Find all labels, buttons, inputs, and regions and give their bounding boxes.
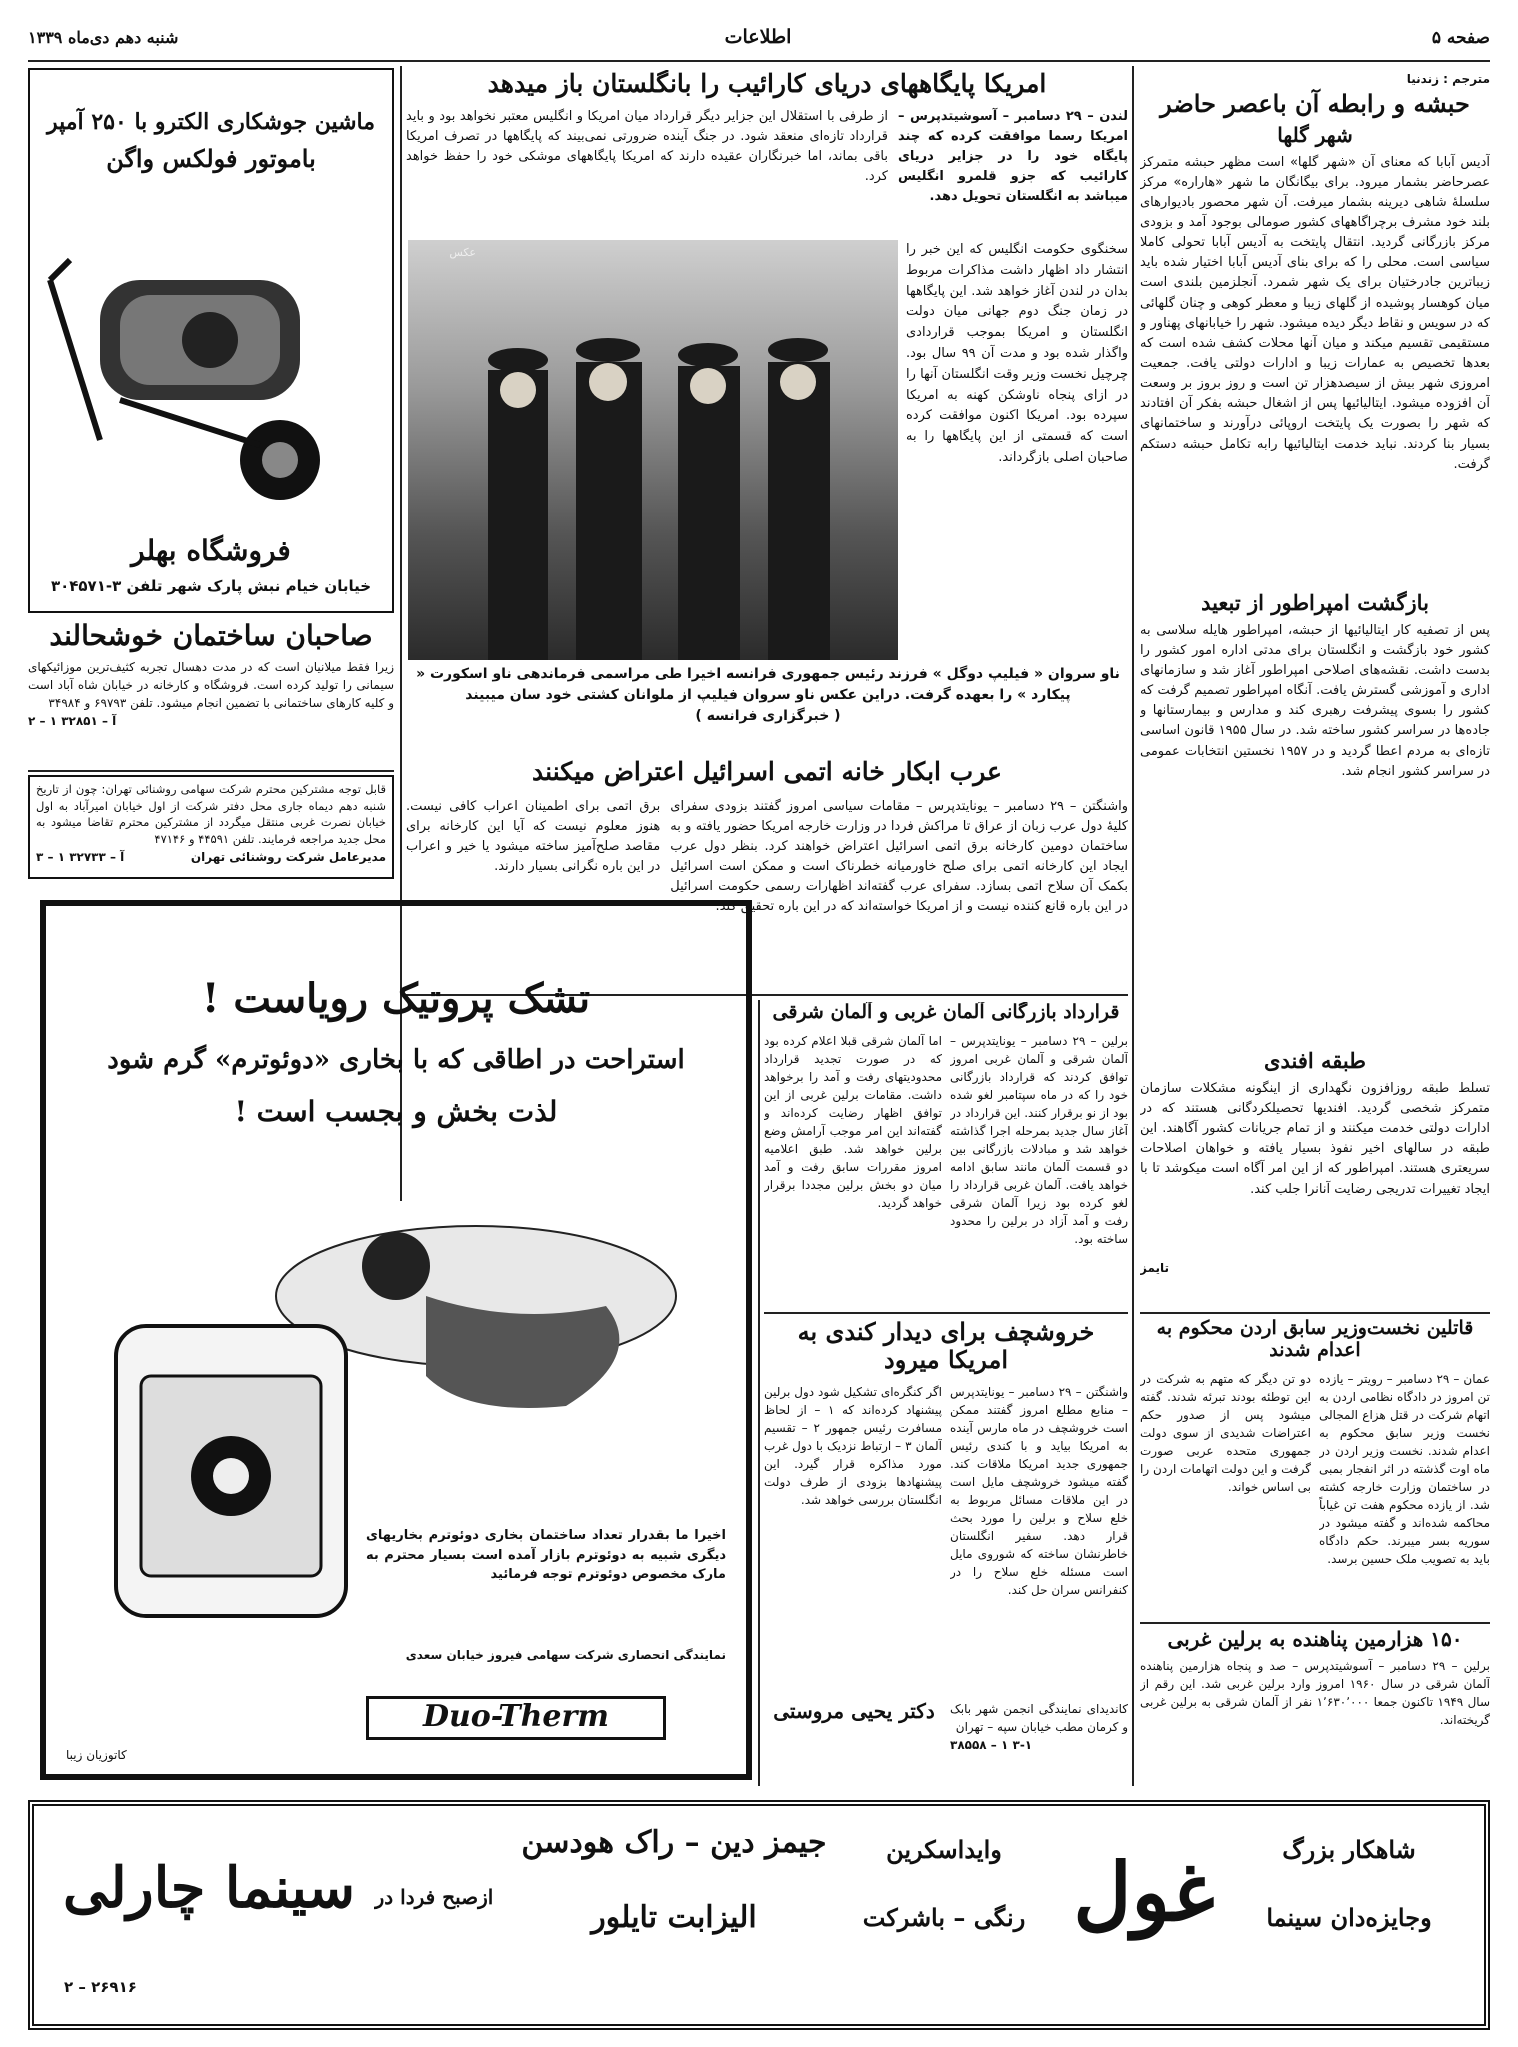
khrushchev-title: خروشچف برای دیدار کندی به امریکا میرود bbox=[797, 1318, 1095, 1374]
trade-article bbox=[764, 1002, 1128, 1307]
ethiopia-article bbox=[1140, 70, 1490, 1310]
cinema-venue: سینما چارلی bbox=[62, 1856, 356, 1921]
duotherm-advert bbox=[40, 900, 752, 1780]
duotherm-brand: Duo-Therm bbox=[366, 1696, 666, 1740]
masthead bbox=[28, 22, 1490, 56]
doctor-advert bbox=[764, 1700, 944, 1786]
cinema-tags bbox=[1234, 1836, 1464, 1996]
ethiopia-signature: تایمز bbox=[1140, 1260, 1170, 1275]
duotherm-signature: کاتوزیان زیبا bbox=[66, 1748, 127, 1762]
cinema-actor2: الیزابت تایلور bbox=[591, 1899, 757, 1935]
ethiopia-section-body: تسلط طبقه روزافزون نگهداری از اینگونه مشکلات سازمان متمرکز شخصی گردید. افندیها تحصیلکردگانی هستند که در ادارات دولتی خدمت میکنند و از تمام جریانات کشور آگاهند. این طبقه در سالهای اخیر نفوذ بسیار یافته و خواهان اصلاحات سریعتری هستند. امپراطور که از این امر آگاه است میکوشد تا با ایجاد تغییرات تدریجی رضایت آنانرا جلب کند. bbox=[1140, 1080, 1490, 1197]
ethiopia-translator: مترجم : زندنیا bbox=[1406, 72, 1490, 86]
cinema-actor1: جیمز دین – راک هودسن bbox=[521, 1826, 827, 1860]
photo-label: عکس bbox=[449, 246, 476, 259]
section-rule bbox=[764, 1312, 1128, 1314]
trade-title: قرارداد بازرگانی آلمان غربی و آلمان شرقی bbox=[772, 1002, 1120, 1023]
notice-code: آ – ۳۲۷۳۳ ۱ – ۳ bbox=[36, 849, 125, 864]
jordan-body2: دو تن دیگر که متهم به شرکت در این توطئه بودند تبرئه شدند. گفته میشود پس از صدور حکم اعتراضات شدیدی از سوی دولت جمهوری متحده عربی صورت گرفت و این دولت اتهامات اردن را بی اساس خواند. bbox=[1140, 1371, 1311, 1494]
notice-body: قابل توجه مشترکین محترم شرکت سهامی روشنائی تهران: چون از تاریخ شنبه دهم دیماه جاری محل دفتر شرکت از اول خیابان امیرآباد به اول خیابان نصرت غربی منتقل میگردد از مشترکین محترم تقاضا میشود به محل جدید مراجعه فرمایند. تلفن ۴۴۵۹۱ و ۴۷۱۴۶ bbox=[36, 782, 386, 847]
cinema-advert bbox=[28, 1800, 1490, 2030]
ethiopia-body: آدیس آبابا که معنای آن «شهر گلها» است مظهر حبشه متمرکز عصرحاضر بشمار میرود. برای بیگانگان ما شهر «هاراره» مرکز سلسلهٔ شاهی دیرینه بشمار میرفت. آن شهر محصور بادیوارهای بلند خود مشرف برچراگاههای کشور صومالی بوجود آمد و بزودی مرکز بازرگانی گردید. انتقال پایتخت به آدیس آبابا تحولی کاملا سیاسی است. محلی را که برای بنای آدیس آبابا اختیار شده باید زیباترین جادرختیان برای یک شهر شمرد. آنجلزمین بلندی است میان کوهسار پوشیده از گلهای زیبا و معطر کوهی و چنان گلهائی که در سویس و نقاط دیگر دیده میشود. شهر را خیابانهای پهناور و مستقیمی تقسیم میکند و میان آنها محلات کشف شده است که بعدها تخصیص به عمارات زیبا و ادارات دولتی یافت. جمعیت امروزی شهر بیش از سیصدهزار تن است و روز بروز بر وسعت آن افزوده میشود. ایتالیائیها پس از اشغال حبشه بفکر آن افتادند که شهر را بصورت یک پایتخت اروپائی درآورند و ساختمانهای بسیار بنا کردند. نباید خدمت ایتالیائیها رابه تکامل حبشه دستکم گرفت. bbox=[1140, 154, 1490, 472]
khrushchev-body: واشنگتن – ۲۹ دسامبر – یونایتدپرس – منابع مطلع امروز گفتند ممکن است خروشچف در ماه مارس آینده به امریکا بیاید و با کندی رئیس جمهوری جدید امریکا ملاقات کند. گفته میشود خروشچف مایل است در این ملاقات مسائل مربوط به خلع سلاح و برلین را مورد بحث قرار دهد. سفیر انگلستان خاطرنشان ساخته که شوروی مایل است مسئله خلع سلاح را در کنفرانس سران حل کند. bbox=[950, 1385, 1128, 1598]
cinema-format bbox=[844, 1836, 1044, 1996]
britain-lead: لندن – ۲۹ دسامبر – آسوشیتدپرس – امریکا رسما موافقت کرده که چند پایگاه خود را در جزایر دریای کارائیب که جزو قلمرو انگلیس میباشد به انگلستان تحویل دهد. bbox=[898, 108, 1128, 205]
refugees-body: برلین – ۲۹ دسامبر – آسوشیتدپرس – صد و پنجاه هزارمین پناهنده آلمان شرقی در سال ۱۹۶۰ امروز وارد برلین غربی شد. این رقم از سال ۱۹۴۹ تاکنون جمعا ۱٬۶۳۰٬۰۰۰ نفر از آلمان شرقی به برلین غربی گریخته‌اند. bbox=[1140, 1659, 1490, 1727]
duotherm-company: نمایندگی انحصاری شرکت سهامی فیروز خیابان سعدی bbox=[405, 1648, 726, 1662]
electric-notice bbox=[28, 775, 394, 879]
ethiopia-title: حبشه و رابطه آن باعصر حاضر bbox=[1160, 89, 1470, 118]
cinema-tag3: وایداسکرین bbox=[886, 1836, 1002, 1864]
refugees-article bbox=[1140, 1628, 1490, 1786]
welder-address: خیابان خیام نبش پارک شهر تلفن ۳-۳۰۴۵۷۱ bbox=[50, 577, 372, 595]
builders-body: زیرا فقط میلانیان است که در مدت دهسال تجربه کثیف‌ترین موزائیکهای سیمانی را تولید کرده است. فروشگاه و کارخانه در خیابان شاه آباد است و کلیه کارهای ساختمانی با تضمین انجام میشود. تلفن ۶۹۷۹۳ و ۳۴۹۸۴ bbox=[28, 660, 394, 711]
masthead-page: صفحه ۵ bbox=[1431, 28, 1490, 48]
jordan-article bbox=[1140, 1318, 1490, 1618]
cinema-tag2: وجایزه‌دان سینما bbox=[1266, 1902, 1432, 1932]
cinema-code: ۲۶۹۱۶ – ۲ bbox=[64, 1978, 137, 1996]
doctor-code: ۳-۱ ۱ – ۳۸۵۵۸ bbox=[950, 1738, 1033, 1752]
israel-body: واشنگتن – ۲۹ دسامبر – یونایتدپرس – مقامات سیاسی امروز گفتند بزودی سفرای کلیهٔ دول عرب زبان از عراق تا مراکش فردا در وزارت خارجه امریکا حضور یافته و به ساختمان دومین کارخانه برق اتمی اسرائیل اعتراض خواهند کرد. بنظر دول عرب ایجاد این کارخانه اتمی برای صلح خاورمیانه خطرناک است و ممکن است اسرائیل بکمک آن سلاح اتمی بسازد. سفرای عرب گفته‌اند اظهارات رسمی حکومت اسرائیل در این باره قانع کننده نیست و از امریکا خواسته‌اند که در این باره تحقیق کند. bbox=[670, 798, 1128, 915]
jordan-body: عمان – ۲۹ دسامبر – رویتر – یازده تن امروز در دادگاه نظامی اردن به اتهام شرکت در قتل هزاع المجالی نخست وزیر سابق محکوم به اعدام شدند. نخست وزیر اردن در ماه اوت گذشته در اثر انفجار بمبی در ساختمان وزارت خارجه کشته شد. از یازده محکوم هفت تن غیاباً محاکمه شده‌اند و گفته میشود در سوریه بسر میبرند. حکم دادگاه باید به تصویب ملک حسین برسد. bbox=[1319, 1371, 1490, 1566]
duotherm-line2: استراحت در اطاقی که با بخاری «دوئوترم» گرم شود bbox=[107, 1045, 685, 1075]
welder-line1: ماشین جوشکاری الکترو با ۲۵۰ آمپر bbox=[46, 109, 376, 135]
cinema-from: ازصبح فردا در bbox=[374, 1886, 494, 1909]
section-rule bbox=[28, 770, 394, 772]
britain-body: سخنگوی حکومت انگلیس که این خبر را انتشار داد اظهار داشت مذاکرات مربوط بدان در لندن آغاز خواهد شد. این پایگاهها در زمان جنگ دوم جهانی میان دولت انگلستان و امریکا بموجب قراردادی واگذار شده بود و مدت آن ۹۹ سال بود. چرچیل نخست وزیر وقت انگلستان آنها را در ازای پنجاه ناوشکن کهنه به امریکا سپرده بود. امریکا اکنون موافقت کرده است که قسمتی از این پایگاهها را به صاحبان اصلی بازگرداند. bbox=[906, 242, 1128, 465]
israel-title: عرب ابکار خانه اتمی اسرائیل اعتراض میکنند bbox=[532, 757, 1002, 786]
trade-body: برلین – ۲۹ دسامبر – یونایتدپرس – آلمان شرقی و آلمان غربی امروز توافق کردند که قرارداد بازرگانی خود را که در ماه سپتامبر لغو شده بود از نو برقرار کنند. این قرارداد در آغاز سال جدید بمرحله اجرا گذاشته خواهد شد و مبادلات بازرگانی بین دو قسمت آلمان مانند سابق ادامه خواهد یافت. آلمان غربی قرارداد را لغو کرده بود زیرا آلمان شرقی رفت و آمد آزاد در برلین را محدود ساخته بود. bbox=[950, 1033, 1128, 1246]
trade-body2: اما آلمان شرقی قبلا اعلام کرده بود که در صورت تجدید قرارداد محدودیتهای رفت و آمد را برخواهد داشت. مقامات برلین غربی از این توافق اظهار رضایت کرده‌اند و گفته‌اند این امر موجب آرامش وضع برلین خواهد شد. طبق اعلامیه امروز مقررات سابق رفت و آمد میان دو بخش برلین مجددا برقرار خواهد گردید. bbox=[764, 1033, 942, 1210]
duotherm-headline: تشک پروتیک رویاست ! bbox=[201, 975, 591, 1022]
section-rule bbox=[1140, 1312, 1490, 1314]
khrushchev-body2: اگر کنگره‌ای تشکیل شود دول برلین پیشنهاد کرده‌اند که ۱ – از لحاظ مسافرت رئیس جمهور ۲ – تقسیم آلمان ۳ – ارتباط نزدیک با دول غرب مورد مذاکره قرار گیرد. این پیشنهادها بزودی از طرف دولت انگلستان بررسی خواهد شد. bbox=[764, 1385, 942, 1508]
ethiopia-section-title: بازگشت امپراطور از تبعید bbox=[1201, 589, 1429, 615]
duotherm-line3: لذت بخش و بجسب است ! bbox=[234, 1094, 558, 1128]
refugees-title: ۱۵۰ هزارمین پناهنده به برلین غربی bbox=[1167, 1628, 1463, 1651]
cinema-tag1: شاهکار بزرگ bbox=[1282, 1836, 1416, 1864]
section-rule bbox=[1140, 1622, 1490, 1624]
duotherm-text: اخیرا ما بقدرار تعداد ساختمان بخاری دوئوترم بخاریهای دیگری شبیه به دوئوترم بازار آمده است بسیار محترم به مارک مخصوص دوئوترم توجه فرمائید bbox=[366, 1528, 726, 1582]
news-photo bbox=[408, 240, 898, 660]
cinema-title: غول bbox=[1073, 1846, 1215, 1939]
officers-illustration bbox=[408, 240, 898, 660]
cinema-tag4: رنگی – باشرکت bbox=[862, 1902, 1026, 1932]
welder-advert bbox=[28, 68, 394, 613]
masthead-date: شنبه دهم دی‌ماه ۱۳۳۹ bbox=[28, 28, 179, 47]
ethiopia-section-title: طبقه افندی bbox=[1264, 1047, 1366, 1073]
column-rule bbox=[758, 1000, 760, 1786]
photo-caption-text: ناو سروان « فیلیپ دوگل » فرزند رئیس جمهوری فرانسه اخیرا طی مراسمی فرماندهی ناو اسکورت « پیکارد » را بعهده گرفت. دراین عکس ناو سروان فیلیپ از ملوانان کشتی خود سان میبیند bbox=[416, 666, 1120, 703]
ethiopia-subtitle: شهر گلها bbox=[1277, 122, 1353, 147]
column-rule bbox=[1132, 66, 1134, 1786]
ethiopia-section-body: پس از تصفیه کار ایتالیائیها از حبشه، امپراطور هایله سلاسی به کشور خود بازگشت و انگلستان برای مدتی اداره امور کشور را بدست داشت. نقشه‌های اصلاحی امپراطور آغاز شد و سازمانهای اداری و آموزشی گسترش یافت. آنگاه امپراطور تصمیم گرفت که کشور را بسوی پیشرفت رهبری کند و مدارس و بیمارستانها و جاده‌ها در سراسر کشور ساخته شد. در سال ۱۹۵۵ قانون اساسی تازه‌ای به مردم اعطا گردید و در ۱۹۵۷ نخستین انتخابات عمومی در سراسر کشور انجام شد. bbox=[1140, 622, 1490, 779]
doctor-text: کاندیدای نمایندگی انجمن شهر بابک و کرمان مطب خیابان سپه – تهران bbox=[950, 1702, 1128, 1734]
builders-advert bbox=[28, 620, 394, 765]
britain-title: امریکا پایگاههای دریای کارائیب را بانگلستان باز میدهد bbox=[487, 70, 1047, 98]
masthead-rule bbox=[28, 60, 1490, 62]
welder-illustration bbox=[30, 220, 392, 520]
israel-body2: برق اتمی برای اطمینان اعراب کافی نیست. هنوز معلوم نیست که آیا این کارخانه برای مقاصد صلح‌آمیز ساخته میشود یا خیر و اعراب در این باره نگرانی بسیار دارند. bbox=[406, 798, 661, 875]
photo-credit: ( خبرگزاری فرانسه ) bbox=[695, 708, 841, 724]
builders-title: صاحبان ساختمان خوشحالند bbox=[49, 620, 373, 652]
cinema-cast bbox=[514, 1826, 834, 2006]
jordan-title: قاتلین نخست‌وزیر سابق اردن محکوم به اعدام شدند bbox=[1156, 1318, 1474, 1361]
welder-store: فروشگاه بهلر bbox=[131, 534, 291, 567]
doctor-name: دکتر یحیی مروستی bbox=[773, 1700, 935, 1723]
britain-body-top: از طرفی با استقلال این جزایر دیگر قرارداد میان امریکا و انگلیس معتبر نخواهد بود و باید قرارداد تازه‌ای منعقد شود. در جنگ آینده ضرورتی نمی‌بیند که پایگاهها در تصرف امریکا باقی بماند، اما خبرنگاران عقیده دارند که امریکا پایگاههای موشکی خود را حفظ خواهد کرد. bbox=[406, 108, 888, 185]
welder-line2: باموتور فولکس واگن bbox=[106, 144, 316, 174]
masthead-paper: اطلاعات bbox=[724, 26, 792, 48]
builders-code: آ – ۳۲۸۵۱ ۱ – ۲ bbox=[28, 714, 117, 729]
doctor-text-block bbox=[950, 1700, 1128, 1786]
notice-signature: مدیرعامل شرکت روشنائی تهران bbox=[190, 849, 386, 864]
